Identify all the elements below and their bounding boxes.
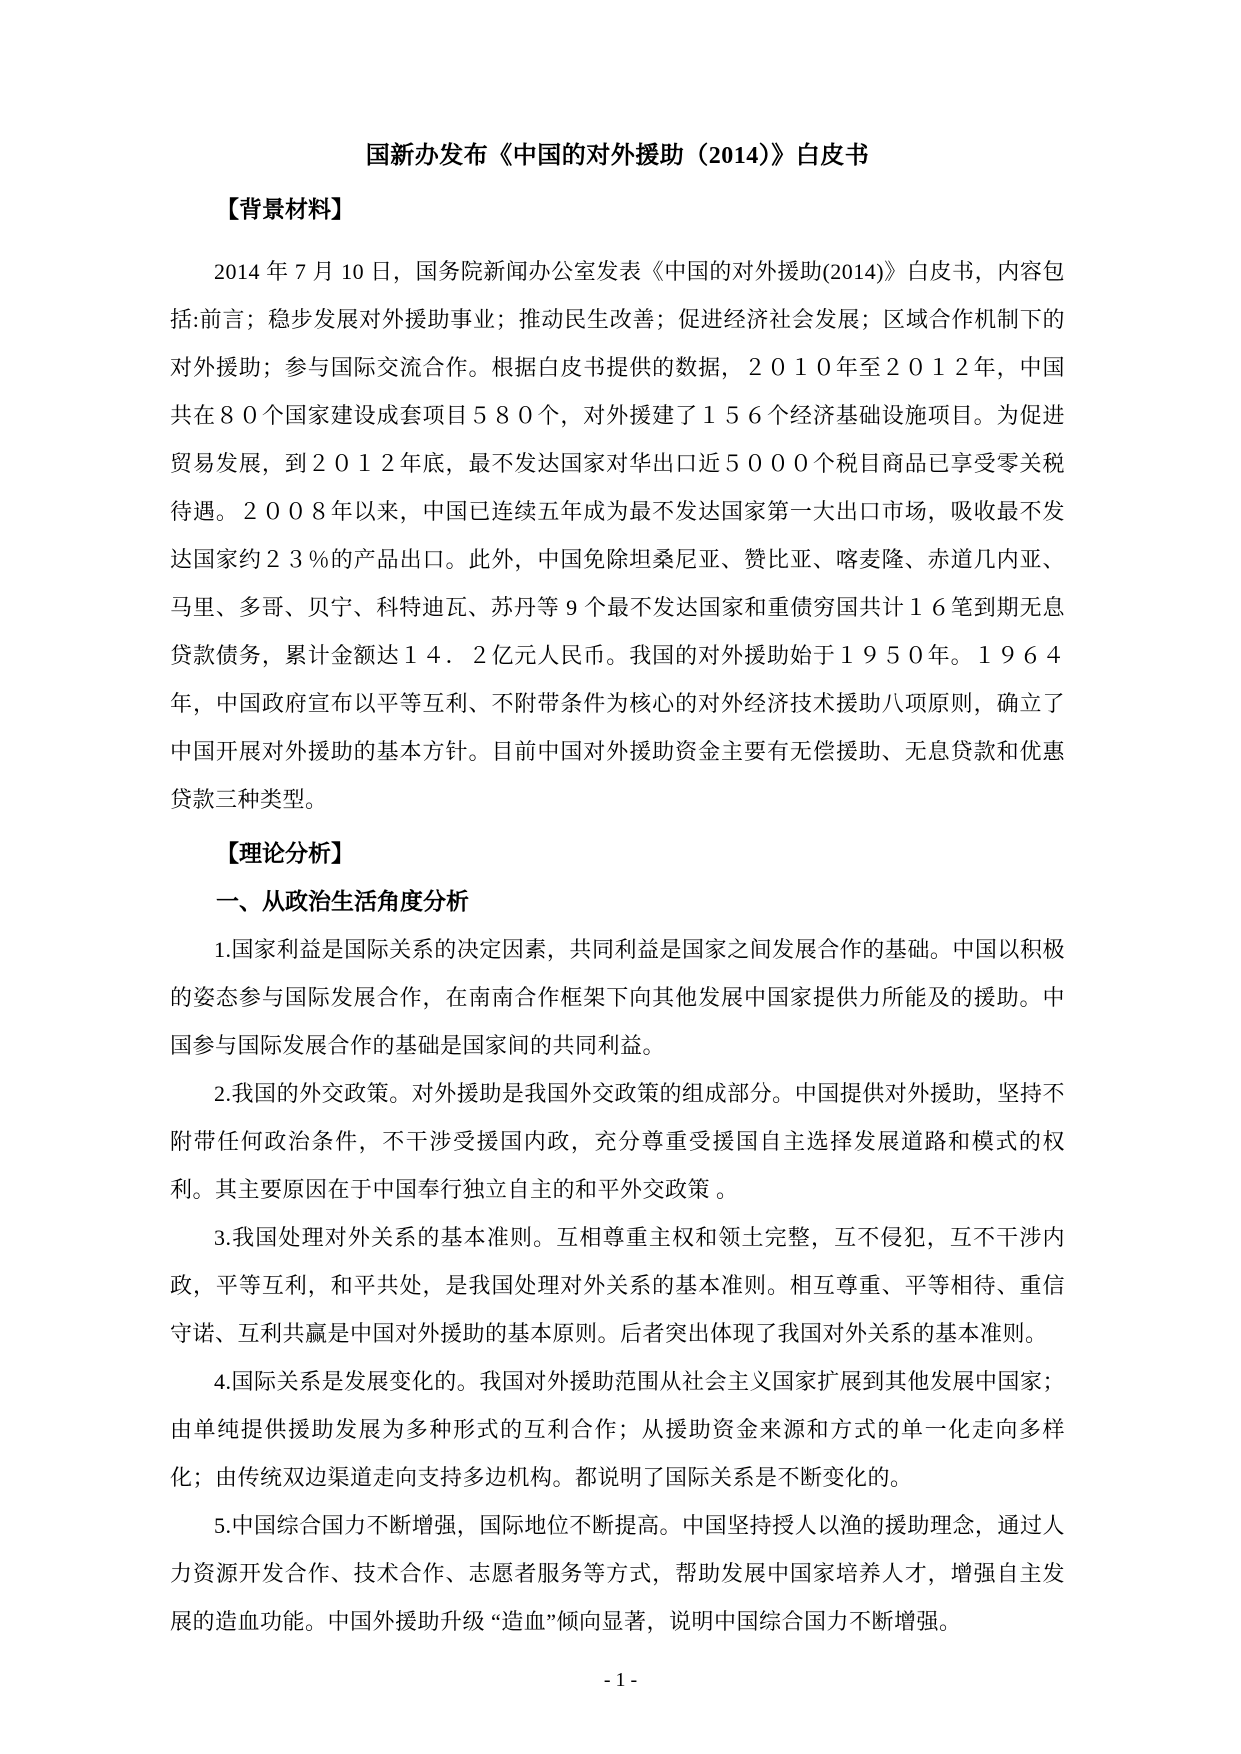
analysis-point-4: 4.国际关系是发展变化的。我国对外援助范围从社会主义国家扩展到其他发展中国家；由单纯提供援助发展为多种形式的互利合作；从援助资金来源和方式的单一化走向多样化；由传统双边渠道走向支持多边机构。都说明了国际关系是不断变化的。 xyxy=(170,1369,1065,1490)
analysis-point-1: 1.国家利益是国际关系的决定因素，共同利益是国家之间发展合作的基础。中国以积极的姿态参与国际发展合作，在南南合作框架下向其他发展中国家提供力所能及的援助。中国参与国际发展合作的基础是国家间的共同利益。 xyxy=(170,937,1065,1058)
page-title: 国新办发布《中国的对外援助（2014）》白皮书 xyxy=(365,143,870,169)
section-header-analysis: 【理论分析】 xyxy=(216,841,354,866)
page-number: - 1 - xyxy=(603,1669,638,1691)
background-paragraph: 2014 年 7 月 10 日，国务院新闻办公室发表《中国的对外援助(2014)》白皮书，内容包括:前言；稳步发展对外援助事业；推动民生改善；促进经济社会发展；区域合作机制下的对外援助；参与国际交流合作。根据白皮书提供的数据，２０１０年至２０１２年，中国共在８０个国家建设成套项目５８０个，对外援建了１５６个经济基础设施项目。为促进贸易发展，到２０１２年底，最不发达国家对华出口近５０００个税目商品已享受零关税待遇。２００８年以来，中国已连续五年成为最不发达国家第一大出口市场，吸收最不发达国家约２３％的产品出口。此外，中国免除坦桑尼亚、赞比亚、喀麦隆、赤道几内亚、马里、多哥、贝宁、科特迪瓦、苏丹等 9 个最不发达国家和重债穷国共计１６笔到期无息贷款债务，累计金额达１４．２亿元人民币。我国的对外援助始于１９５０年。１９６４年，中国政府宣布以平等互利、不附带条件为核心的对外经济技术援助八项原则，确立了中国开展对外援助的基本方针。目前中国对外援助资金主要有无偿援助、无息贷款和优惠贷款三种类型。 xyxy=(170,259,1065,812)
analysis-point-3: 3.我国处理对外关系的基本准则。互相尊重主权和领土完整，互不侵犯，互不干涉内政，平等互利，和平共处，是我国处理对外关系的基本准则。相互尊重、平等相待、重信守诺、互利共赢是中国对外援助的基本原则。后者突出体现了我国对外关系的基本准则。 xyxy=(170,1225,1065,1346)
section-header-background: 【背景材料】 xyxy=(216,197,354,222)
analysis-point-2: 2.我国的外交政策。对外援助是我国外交政策的组成部分。中国提供对外援助，坚持不附带任何政治条件，不干涉受援国内政，充分尊重受援国自主选择发展道路和模式的权利。其主要原因在于中国奉行独立自主的和平外交政策 。 xyxy=(170,1081,1065,1202)
analysis-point-5: 5.中国综合国力不断增强，国际地位不断提高。中国坚持授人以渔的援助理念，通过人力资源开发合作、技术合作、志愿者服务等方式，帮助发展中国家培养人才，增强自主发展的造血功能。中国外援助升级 “造血”倾向显著，说明中国综合国力不断增强。 xyxy=(170,1513,1065,1634)
subsection-header-political-life: 一、从政治生活角度分析 xyxy=(216,889,469,914)
